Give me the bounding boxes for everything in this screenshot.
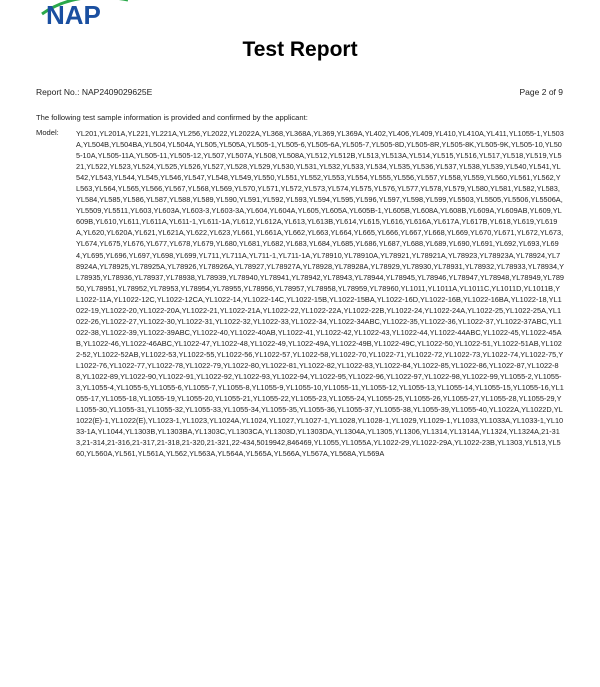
report-no-value: NAP2409029625E — [81, 87, 153, 97]
page-indicator: Page 2 of 9 — [519, 87, 563, 97]
report-number — [36, 87, 152, 97]
logo-text: NAP — [46, 0, 101, 28]
nap-logo — [36, 0, 136, 28]
report-meta — [36, 87, 563, 99]
model-label: Model: — [36, 128, 59, 137]
page-title: Test Report — [242, 38, 358, 61]
intro-text: The following test sample information is provided and confirmed by the applicant: — [36, 113, 308, 122]
report-no-label: Report No.: — [36, 87, 80, 97]
nap-logo-mark — [36, 0, 136, 28]
model-list: YL201,YL201A,YL221,YL221A,YL256,YL2022,YL2022A,YL368,YL368A,YL369,YL369A,YL402,YL406,YL409,YL410,YL410A,YL411,YL1055-1,YL503A,YL504B,YL504BA,YL504,YL504A,YL505,YL505A,YL505-1,YL505-6,YL505-6A,YL505-7,YL505-8D,YL505-8R,YL505-8K,YL505-9K,YL505-10,YL505-10A,YL505-11A,YL505-11,YL505-12,YL507,YL507A,YL508,YL508A,YL512,YL512B,YL513,YL513A,YL514,YL515,YL516,YL517,YL518,YL519,YL521,YL522,YL523,YL524,YL525,YL526,YL527,YL528,YL529,YL530,YL531,YL532,YL533,YL534,YL535,YL536,YL537,YL538,YL539,YL540,YL541,YL542,YL543,YL544,YL545,YL546,YL547,YL548,YL549,YL550,YL551,YL552,YL553,YL554,YL555,YL556,YL557,YL558,YL559,YL560,YL561,YL562,YL563,YL564,YL565,YL566,YL567,YL568,YL569,YL570,YL571,YL572,YL573,YL574,YL575,YL576,YL577,YL578,YL579,YL580,YL581,YL582,YL583,YL584,YL585,YL586,YL587,YL588,YL589,YL590,YL591,YL592,YL593,YL594,YL595,YL596,YL597,YL598,YL599,YL5503,YL5505,YL5506,YL5506A,YL5509,YL5511,YL603,YL603A,YL603-3,YL603-3A,YL604,YL604A,YL605,YL605A,YL605B-1,YL605B,YL608A,YL608B,YL609A,YL609AB,YL609,YL609B,YL610,YL611,YL611A,YL611-1,YL611-1A,YL612,YL612A,YL613,YL613B,YL614,YL615,YL616,YL616A,YL617A,YL617B,YL618,YL619,YL619A,YL620,YL620A,YL621,YL621A,YL622,YL623,YL661,YL661A,YL662,YL663,YL664,YL665,YL666,YL667,YL668,YL669,YL670,YL671,YL672,YL673,YL674,YL675,YL676,YL677,YL678,YL679,YL680,YL681,YL682,YL683,YL684,YL685,YL686,YL687,YL688,YL689,YL690,YL691,YL692,YL693,YL694,YL695,YL696,YL697,YL698,YL699,YL711,YL711A,YL711-1,YL711-1A,YL78910,YL78910A,YL78921,YL78921A,YL78923,YL78923A,YL78924,YL78924A,YL78925,YL78925A,YL78926,YL78926A,YL78927,YL78927A,YL78928,YL78928A,YL78929,YL78930,YL78931,YL78932,YL78933,YL78934,YL78935,YL78936,YL78937,YL78938,YL78939,YL78940,YL78941,YL78942,YL78943,YL78944,YL78945,YL78946,YL78947,YL78948,YL78949,YL78950,YL78951,YL78952,YL78953,YL78954,YL78955,YL78956,YL78957,YL78958,YL78959,YL78960,YL1011,YL1011A,YL1011C,YL1011D,YL1011B,YL1022-11A,YL1022-12C,YL1022-12CA,YL1022-14,YL1022-14C,YL1022-15B,YL1022-15BA,YL1022-16D,YL1022-16B,YL1022-16BA,YL1022-18,YL1022-19,YL1022-20,YL1022-20A,YL1022-21,YL1022-21A,YL1022-22,YL1022-22A,YL1022-22B,YL1022-24,YL1022-24A,YL1022-25,YL1022-25A,YL1022-26,YL1022-27,YL1022-30,YL1022-31,YL1022-32,YL1022-33,YL1022-34,YL1022-34ABC,YL1022-35,YL1022-36,YL1022-37,YL1022-37ABC,YL1022-38,YL1022-39,YL1022-39ABC,YL1022-40,YL1022-40AB,YL1022-41,YL1022-42,YL1022-43,YL1022-44,YL1022-44ABC,YL1022-45,YL1022-45AB,YL1022-46,YL1022-46ABC,YL1022-47,YL1022-48,YL1022-49,YL1022-49A,YL1022-49B,YL1022-49C,YL1022-50,YL1022-51,YL1022-51AB,YL1022-52,YL1022-52AB,YL1022-53,YL1022-55,YL1022-56,YL1022-57,YL1022-58,YL1022-70,YL1022-71,YL1022-72,YL1022-73,YL1022-74,YL1022-75,YL1022-76,YL1022-77,YL1022-78,YL1022-79,YL1022-80,YL1022-81,YL1022-82,YL1022-83,YL1022-84,YL1022-85,YL1022-86,YL1022-87,YL1022-88,YL1022-89,YL1022-90,YL1022-91,YL1022-92,YL1022-93,YL1022-94,YL1022-95,YL1022-96,YL1022-97,YL1022-98,YL1022-99,YL1055-2,YL1055-3,YL1055-4,YL1055-5,YL1055-6,YL1055-7,YL1055-8,YL1055-9,YL1055-10,YL1055-11,YL1055-12,YL1055-13,YL1055-14,YL1055-15,YL1055-16,YL1055-17,YL1055-18,YL1055-19,YL1055-20,YL1055-21,YL1055-22,YL1055-23,YL1055-24,YL1055-25,YL1055-26,YL1055-27,YL1055-28,YL1055-29,YL1055-30,YL1055-31,YL1055-32,YL1055-33,YL1055-34,YL1055-35,YL1055-36,YL1055-37,YL1055-38,YL1055-39,YL1055-40,YL1022A,YL1022D,YL1022(E)-1,YL1022(E),YL1023-1,YL1023,YL1024A,YL1024,YL1027,YL1027-1,YL1028,YL1028-1,YL1029,YL1029-1,YL1033,YL1033A,YL1033-1,YL1033-1A,YL1044,YL1303B,YL1303BA,YL1303C,YL1303CA,YL1303D,YL1303DA,YL1304A,YL1305,YL1306,YL1314,YL1314A,YL1324,YL1324A,21-313,21-314,21-316,21-317,21-318,21-320,21-321,22-434,5019942,846469,YL1055,YL1055A,YL1022-29,YL1022-29A,YL1022-23B,YL1303,YL513,YL560,YL560A,YL561,YL561A,YL562,YL563A,YL564A,YL565A,YL566A,YL567A,YL568A,YL569A — [76, 129, 564, 459]
